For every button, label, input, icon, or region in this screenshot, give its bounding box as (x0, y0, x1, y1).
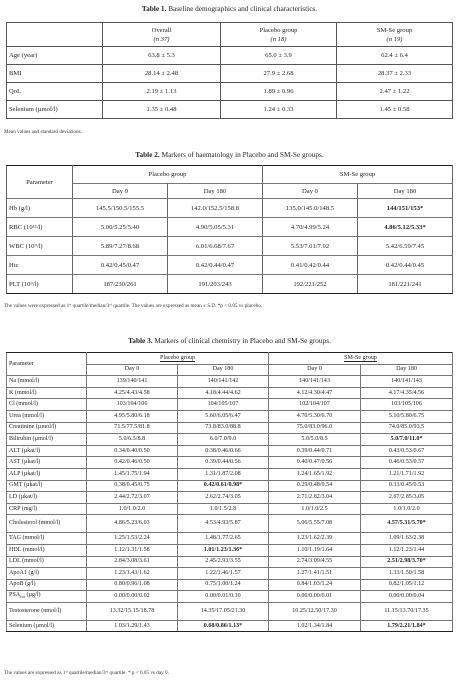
table-row (7, 434, 453, 446)
table-cell: 2.84/3.08/3.61 (87, 556, 178, 568)
table-cell: 5.53/7.01/7.92 (263, 237, 358, 256)
table-cell: 5.89/7.27/8.68 (73, 237, 168, 256)
table-cell: 2.74/3.09/4.55 (269, 556, 361, 568)
table-row (7, 503, 453, 515)
table-cell: 4.57/5.31/5.70* (361, 515, 453, 533)
table-cell: 0.42/0.45/0.47 (73, 256, 168, 275)
table-row (7, 457, 453, 469)
table-cell: 6.01/6.68/7.67 (168, 237, 263, 256)
table1-header-overall: Overall (n 37) (103, 23, 221, 47)
row-label: QoL (7, 83, 103, 101)
table-row (7, 422, 453, 434)
table-cell: 0.40/0.47/0.56 (269, 457, 361, 469)
table-row (7, 515, 453, 533)
table-row (7, 556, 453, 568)
table-cell: 1.0/1.0/2.0 (87, 503, 178, 515)
table-cell: 5.60/6.05/6.47 (178, 410, 269, 422)
table-cell: 2.44/2.72/3.07 (87, 492, 178, 504)
table-cell: 1.45/1.75/1.94 (87, 468, 178, 480)
table-cell: 73.8/83.0/88.8 (178, 422, 269, 434)
table1-caption (0, 4, 459, 13)
table-row (7, 387, 453, 399)
table-cell: 6.0/7.0/9.0 (178, 434, 269, 446)
table2-caption-text: Markers of haematology in Placebo and SM-Se groups. (161, 150, 324, 159)
table-cell: 0.00/0.00/0.04 (361, 591, 453, 603)
table-cell: 2.45/2.93/3.55 (178, 556, 269, 568)
table-row (7, 83, 453, 101)
table-cell: 5.42/6.59/7.45 (358, 237, 453, 256)
row-label: Bilirubin (µmol/l) (7, 434, 87, 446)
row-label: LDL (mmol/l) (7, 556, 87, 568)
table3-caption-number: Table 3. (128, 336, 153, 345)
table-cell: 4.95/5.80/6.18 (87, 410, 178, 422)
table-cell: 5.0/7.0/11.0* (361, 434, 453, 446)
table-cell: 5.0/5.0/8.5 (269, 434, 361, 446)
table-cell: 1.27/1.41/1.51 (269, 568, 361, 580)
table1-header-row (7, 23, 453, 47)
table-cell: 11.15/13.70/17.35 (361, 602, 453, 620)
table-cell: 1.25/1.53/2.24 (87, 533, 178, 545)
table-row (7, 410, 453, 422)
table-cell: 4.70/4.99/5.24 (263, 218, 358, 237)
table-row (7, 468, 453, 480)
row-label: ALP (µkat/l) (7, 468, 87, 480)
row-label: Hb (g/l) (7, 199, 73, 218)
table-cell: 1.31/1.87/2.08 (178, 468, 269, 480)
table-cell: 0.33/0.45/0.53 (361, 480, 453, 492)
table3-caption (0, 336, 459, 345)
table-cell: 104/105/107 (178, 399, 269, 411)
table-cell: 4.12/4.30/4.47 (269, 387, 361, 399)
table-cell: 103/105/106 (361, 399, 453, 411)
table-cell: 1.89 ± 0.96 (221, 83, 337, 101)
table-cell: 2.67/2.85/3.05 (361, 492, 453, 504)
row-label: BMI (7, 65, 103, 83)
table1-caption-number: Table 1. (141, 4, 167, 13)
table-row (7, 533, 453, 545)
table-cell: 0.42/0.44/0.47 (168, 256, 263, 275)
table-cell: 1.02/1.34/1.84 (269, 620, 361, 632)
table-cell: 5.00/5.25/5.40 (73, 218, 168, 237)
table-cell: 1.33/1.50/1.58 (361, 568, 453, 580)
row-label: GMT (µkat/l) (7, 480, 87, 492)
table-cell: 0.00/0.01/0.10 (178, 591, 269, 603)
table-cell: 187/230/261 (73, 275, 168, 294)
table-row (7, 480, 453, 492)
table-row (7, 579, 453, 591)
row-label: CRP (mg/l) (7, 503, 87, 515)
table-cell: 0.00/0.00/0.01 (269, 591, 361, 603)
table-cell: 1.0/1.0/2.0 (361, 503, 453, 515)
table-cell: 4.70/5.30/6.70 (269, 410, 361, 422)
table-cell: 0.80/0.96/1.08 (87, 579, 178, 591)
table-cell: 0.29/0.48/0.54 (269, 480, 361, 492)
table2-group-placebo: Placebo group (73, 166, 263, 184)
table3-group-row (7, 353, 453, 365)
table2-group-row (7, 166, 453, 184)
table-cell: 28.14 ± 2.48 (103, 65, 221, 83)
table-row (7, 620, 453, 632)
table-cell: 191/203/243 (168, 275, 263, 294)
table3-day-header: Day 0 (87, 364, 178, 376)
table-cell: 1.09/1.63/2.38 (361, 533, 453, 545)
row-label: K (mmol/l) (7, 387, 87, 399)
table1-baseline (6, 22, 453, 119)
table-row (7, 591, 453, 603)
table-row (7, 602, 453, 620)
table2-day-header: Day 0 (263, 184, 358, 199)
row-label: LD (µkat/l) (7, 492, 87, 504)
row-label: Urea (mmol/l) (7, 410, 87, 422)
row-label: Cholesterol (mmol/l) (7, 515, 87, 533)
table-row (7, 218, 453, 237)
table-row (7, 376, 453, 388)
table-row (7, 199, 453, 218)
table-cell: 1.12/1.31/1.58 (87, 544, 178, 556)
table-cell: 10.25/12.50/17.30 (269, 602, 361, 620)
table-row (7, 65, 453, 83)
table-cell: 5.0/6.5/8.8 (87, 434, 178, 446)
row-label: Testosterone (nmol/l) (7, 602, 87, 620)
table-row (7, 568, 453, 580)
row-label: $PSA_{tot}$ (µg/l) (7, 591, 87, 603)
table-cell: 145.5/150.5/155.5 (73, 199, 168, 218)
table2-note: The values were expressed as 1ˢᵗ quartile/median/3ʳᵈ quartile. The values are expressed as mean ± S.D. *p < 0.05 vs placebo. (4, 303, 263, 309)
table-cell: 4.86/5.23/6.03 (87, 515, 178, 533)
table-cell: 140/141/143 (361, 376, 453, 388)
table-cell: 0.42/0.44/0.45 (358, 256, 453, 275)
table-cell: 1.0/1.0/2.5 (269, 503, 361, 515)
table3-caption-text: Markers of clinical chemistry in Placebo and SM-Se groups. (154, 336, 331, 345)
table1-caption-text: Baseline demographics and clinical characteristics. (168, 4, 318, 13)
table-cell: 1.0/1.5/2.8 (178, 503, 269, 515)
table-cell: 181/221/241 (358, 275, 453, 294)
table-cell: 0.34/0.40/0.50 (87, 445, 178, 457)
table-row (7, 445, 453, 457)
table-cell: 74.0/85.0/93.5 (361, 422, 453, 434)
table-cell: 28.37 ± 2.33 (337, 65, 453, 83)
table-cell: 0.38/0.46/0.66 (178, 445, 269, 457)
table-cell: 0.46/0.53/0.57 (361, 457, 453, 469)
table-cell: 140/141/142 (178, 376, 269, 388)
table-cell: 4.17/4.35/4.56 (361, 387, 453, 399)
table3-group-smse: SM-Se group (269, 353, 453, 365)
table-cell: 4.86/5.12/5.33* (358, 218, 453, 237)
table-cell: 1.12/1.23/1.44 (361, 544, 453, 556)
table-cell: 0.82/1.05/1.12 (361, 579, 453, 591)
table3-group-placebo: Placebo group (87, 353, 269, 365)
table3-param-header: Parameter (7, 353, 87, 376)
table1-note: Mean values and standard deviations. (4, 129, 82, 135)
table-cell: 2.19 ± 1.13 (103, 83, 221, 101)
table-cell: 1.23/1.62/2.39 (269, 533, 361, 545)
row-label: Creatinine (µmol/l) (7, 422, 87, 434)
table2-day-header: Day 0 (73, 184, 168, 199)
table-row (7, 275, 453, 294)
table-cell: 1.48/1.77/2.65 (178, 533, 269, 545)
row-label: ApoA1 (g/l) (7, 568, 87, 580)
table-cell: 140/141/143 (269, 376, 361, 388)
table-cell: 65.0 ± 3.9 (221, 47, 337, 65)
row-label: ALT (µkat/l) (7, 445, 87, 457)
table3-day-header: Day 180 (178, 364, 269, 376)
row-label: Age (year) (7, 47, 103, 65)
table-cell: 5.06/5.55/7.08 (269, 515, 361, 533)
table-cell: 0.41/0.42/0.44 (263, 256, 358, 275)
table-cell: 1.24 ± 0.33 (221, 101, 337, 119)
table-row (7, 47, 453, 65)
table2-day-header: Day 180 (358, 184, 453, 199)
table-cell: 0.42/0.46/0.50 (87, 457, 178, 469)
row-label: WBC (10⁹/l) (7, 237, 73, 256)
table2-haematology (6, 165, 453, 294)
table2-group-smse: SM-Se group (263, 166, 453, 184)
table-row (7, 256, 453, 275)
table-cell: 1.01/1.23/1.36* (178, 544, 269, 556)
table-cell: 1.03/1.29/1.43 (87, 620, 178, 632)
table-cell: 102/104/107 (269, 399, 361, 411)
table-cell: 103/104/106 (87, 399, 178, 411)
table-cell: 0.39/0.44/0.56 (178, 457, 269, 469)
row-label: AST (µkat/l) (7, 457, 87, 469)
table3-clinical-chemistry (6, 352, 453, 632)
table1-header-blank (7, 23, 103, 47)
table-cell: 1.79/2.21/1.84* (361, 620, 453, 632)
table-cell: 2.47 ± 1.22 (337, 83, 453, 101)
table-cell: 13.32/15.15/18.78 (87, 602, 178, 620)
table-row (7, 101, 453, 119)
table-cell: 4.25/4.43/4.58 (87, 387, 178, 399)
table-cell: 14.35/17.05/21.30 (178, 602, 269, 620)
table-cell: 0.42/0.61/0.98* (178, 480, 269, 492)
table-cell: 0.38/0.45/0.75 (87, 480, 178, 492)
table3-body (7, 376, 453, 632)
row-label: Na (mmol/l) (7, 376, 87, 388)
table-cell: 75.0/83.0/96.0 (269, 422, 361, 434)
table2-day-header: Day 180 (168, 184, 263, 199)
table-row (7, 237, 453, 256)
table-cell: 71.5/77.5/81.8 (87, 422, 178, 434)
table3-note: The values are expressed as 1ˢᵗ quartile/median/3ʳᵈ quartile. * p < 0.05 vs day 0. (4, 670, 169, 676)
row-label: Selenium (µmol/l) (7, 620, 87, 632)
table-cell: 1.45 ± 0.58 (337, 101, 453, 119)
table2-day-row (7, 184, 453, 199)
table-cell: 0.75/1.00/1.24 (178, 579, 269, 591)
table2-param-header: Parameter (7, 166, 73, 199)
table-row (7, 492, 453, 504)
table-cell: 1.22/1.46/1.57 (178, 568, 269, 580)
row-label: HDL (mmol/l) (7, 544, 87, 556)
row-label: TAG (mmol/l) (7, 533, 87, 545)
table-cell: 135.0/145.0/148.5 (263, 199, 358, 218)
table-cell: 0.00/0.00/0.02 (87, 591, 178, 603)
table3-day-header: Day 0 (269, 364, 361, 376)
table-cell: 4.90/5.05/5.31 (168, 218, 263, 237)
table-cell: 0.39/0.44/0.71 (269, 445, 361, 457)
table2-caption-number: Table 2. (135, 150, 160, 159)
table-row (7, 399, 453, 411)
row-label: Cl (mmol/l) (7, 399, 87, 411)
table-cell: 139/140/141 (87, 376, 178, 388)
table-cell: 2.62/2.74/3.05 (178, 492, 269, 504)
row-label: Htc (7, 256, 73, 275)
table-cell: 142.0/152.5/158.8 (168, 199, 263, 218)
table-cell: 1.21/1.71/1.92 (361, 468, 453, 480)
table-cell: 2.71/2.82/3.04 (269, 492, 361, 504)
row-label: RBC (10¹²/l) (7, 218, 73, 237)
table-cell: 4.18/4.44/4.62 (178, 387, 269, 399)
table2-caption (0, 150, 459, 159)
table1-header-placebo: Placebo group (n 18) (221, 23, 337, 47)
table1-header-smse: SM-Se group (n 19) (337, 23, 453, 47)
row-label: Selenium (µmol/l) (7, 101, 103, 119)
table-cell: 0.68/0.86/1.13* (178, 620, 269, 632)
table-cell: 1.10/1.19/1.64 (269, 544, 361, 556)
table-row (7, 544, 453, 556)
table3-day-header: Day 180 (361, 364, 453, 376)
row-label: ApoB (g/l) (7, 579, 87, 591)
table-cell: 1.35 ± 0.48 (103, 101, 221, 119)
table-cell: 1.24/1.65/1.92 (269, 468, 361, 480)
table-cell: 192/221/252 (263, 275, 358, 294)
table-cell: 0.84/1.03/1.24 (269, 579, 361, 591)
table-cell: 27.9 ± 2.68 (221, 65, 337, 83)
table-cell: 5.10/5.80/6.75 (361, 410, 453, 422)
table-cell: 144/151/153* (358, 199, 453, 218)
table-cell: 0.43/0.53/0.67 (361, 445, 453, 457)
row-label: PLT (10⁹/l) (7, 275, 73, 294)
table-cell: 1.23/1.43/1.62 (87, 568, 178, 580)
table-cell: 62.4 ± 6.4 (337, 47, 453, 65)
table-cell: 63.8 ± 5.3 (103, 47, 221, 65)
table-cell: 2.51/2.98/3.70* (361, 556, 453, 568)
table-cell: 4.53/4.93/5.87 (178, 515, 269, 533)
